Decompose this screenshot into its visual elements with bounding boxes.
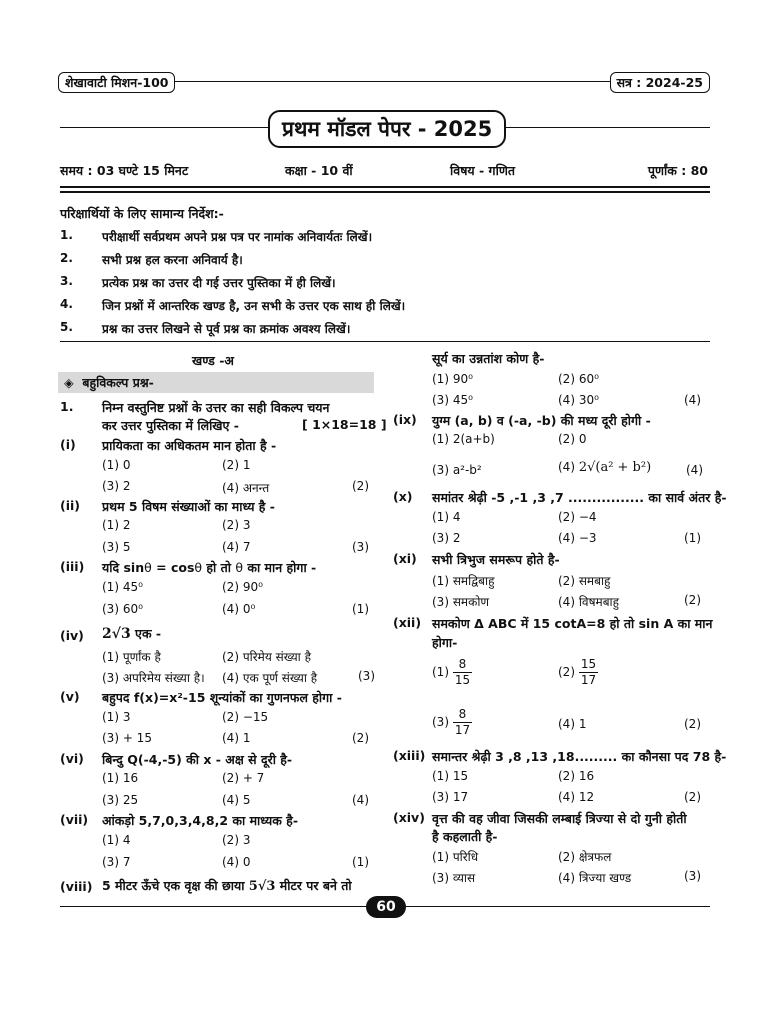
q1-number: 1.	[60, 399, 74, 414]
theta-symbol: θ	[194, 560, 203, 575]
section-subtitle: बहुविकल्प प्रश्न-	[82, 375, 154, 390]
question-number: (xiv)	[393, 810, 425, 825]
question-text: यदि sinθ = cosθ हो तो θ का मान होगा -	[102, 560, 317, 575]
question-text: है कहलाती है-	[432, 829, 498, 844]
theta-symbol: θ	[144, 560, 152, 575]
option: (4) 1	[222, 731, 251, 745]
option: (3) अपरिमेय संख्या है।	[102, 671, 205, 685]
instruction-text: प्रश्न का उत्तर लिखने से पूर्व प्रश्न का क्रमांक अवश्य लिखें।	[102, 322, 351, 336]
option: (3) 60⁰	[102, 602, 143, 616]
option: (2) समबाहु	[558, 574, 611, 588]
option: (3) 17	[432, 790, 469, 804]
option: (1) 4	[102, 833, 131, 847]
math-expression: 2√3	[102, 626, 131, 642]
answer: (3)	[684, 869, 701, 883]
exam-subject: विषय - गणित	[450, 163, 515, 178]
math-expression: 5√3	[248, 879, 276, 894]
section-subtitle-badge	[58, 372, 374, 393]
instruction-text: परीक्षार्थी सर्वप्रथम अपने प्रश्न पत्र पर नामांक अनिवार्यतः लिखें।	[102, 230, 373, 244]
option: (4) 12	[558, 790, 595, 804]
fraction: $\frac{15}{17}$	[580, 657, 597, 687]
header-left-badge: शेखावाटी मिशन-100	[58, 72, 175, 93]
answer: (2)	[352, 479, 369, 493]
answer: (2)	[684, 593, 701, 607]
option: (3) 5	[102, 540, 131, 554]
question-text: वृत्त की वह जीवा जिसकी लम्बाई त्रिज्या से दो गुनी होती	[432, 811, 687, 826]
option: (3) 7	[102, 855, 131, 869]
option: (2) + 7	[222, 771, 265, 785]
section-title: खण्ड -अ	[192, 353, 234, 368]
fraction: $\frac{8}{17}$	[454, 707, 471, 737]
option: (4) विषमबाहु	[558, 595, 620, 609]
exam-marks: पूर्णांक : 80	[647, 163, 708, 178]
option: (1) पूर्णांक है	[102, 650, 161, 664]
instruction-num: 3.	[60, 274, 73, 288]
option: (1) $\frac{8}{15}$	[432, 657, 471, 687]
question-text: बहुपद f(x)=x²-15 शून्यांकों का गुणनफल होगा -	[102, 690, 342, 705]
instruction-num: 5.	[60, 320, 73, 334]
option: (2) 3	[222, 833, 251, 847]
option: (3) 2	[432, 531, 461, 545]
instructions-heading: परिक्षार्थियों के लिए सामान्य निर्देश:-	[60, 206, 224, 221]
instruction-num: 1.	[60, 228, 73, 242]
option: (4) 7	[222, 540, 251, 554]
question-number: (iv)	[60, 628, 84, 643]
option: (3) $\frac{8}{17}$	[432, 707, 471, 737]
question-text: युग्म (a, b) व (-a, -b) की मध्य दूरी होगी -	[432, 413, 651, 428]
option: (2) $\frac{15}{17}$	[558, 657, 597, 687]
option: (1) 2	[102, 518, 131, 532]
instruction-text: सभी प्रश्न हल करना अनिवार्य है।	[102, 253, 243, 267]
question-number: (iii)	[60, 559, 85, 574]
question-text: समकोण Δ ABC में 15 cotA=8 हो तो sin A का मान	[432, 616, 713, 631]
option: (1) 2(a+b)	[432, 432, 495, 446]
question-text: प्रायिकता का अधिकतम मान होता है -	[102, 438, 277, 453]
question-number: (ix)	[393, 412, 417, 427]
exam-class: कक्षा - 10 वीं	[285, 163, 353, 178]
option: (3) 2	[102, 479, 131, 493]
question-text: प्रथम 5 विषम संख्याओं का माध्य है -	[102, 499, 275, 514]
option: (1) 3	[102, 710, 131, 724]
option: (3) a²-b²	[432, 463, 482, 477]
question-number: (x)	[393, 489, 413, 504]
instruction-num: 2.	[60, 251, 73, 265]
question-number: (xii)	[393, 615, 422, 630]
option: (2) परिमेय संख्या है	[222, 650, 311, 664]
q1-marks: [ 1×18=18 ]	[302, 417, 387, 432]
option: (1) 90⁰	[432, 372, 473, 386]
diamond-icon: ◈	[64, 375, 74, 390]
option: (1) 16	[102, 771, 139, 785]
question-text: 2√3 एक -	[102, 626, 162, 642]
answer: (3)	[358, 669, 375, 683]
instructions-rule	[60, 341, 710, 342]
math-expression: 2√(a² + b²)	[578, 460, 652, 475]
option: (4) 1	[558, 717, 587, 731]
answer: (1)	[352, 855, 369, 869]
question-text: 5 मीटर ऊँचे एक वृक्ष की छाया 5√3 मीटर पर बने तो	[102, 878, 352, 894]
question-number: (ii)	[60, 498, 80, 513]
instruction-text: प्रत्येक प्रश्न का उत्तर दी गई उत्तर पुस्तिका में ही लिखें।	[102, 276, 336, 290]
answer: (3)	[352, 540, 369, 554]
option: (3) + 15	[102, 731, 152, 745]
option: (3) 25	[102, 793, 139, 807]
answer: (4)	[686, 463, 703, 477]
option: (2) 60⁰	[558, 372, 599, 386]
meta-rule-2	[60, 191, 710, 193]
option: (2) 1	[222, 458, 251, 472]
q1-line2: कर उत्तर पुस्तिका में लिखिए -	[102, 418, 239, 433]
question-text: बिन्दु Q(-4,-5) की x - अक्ष से दूरी है-	[102, 752, 293, 767]
option: (4) −3	[558, 531, 597, 545]
option: (2) क्षेत्रफल	[558, 850, 612, 864]
option: (4) एक पूर्ण संख्या है	[222, 671, 318, 685]
page-number: 60	[366, 896, 406, 918]
option: (1) 15	[432, 769, 469, 783]
option: (4) त्रिज्या खण्ड	[558, 871, 632, 885]
option: (2) −15	[222, 710, 269, 724]
option: (2) 90⁰	[222, 580, 263, 594]
option: (1) समद्विबाहु	[432, 574, 495, 588]
exam-time: समय : 03 घण्टे 15 मिनट	[60, 163, 189, 178]
option: (2) 0	[558, 432, 587, 446]
answer: (2)	[352, 731, 369, 745]
option: (4) अनन्त	[222, 481, 270, 495]
question-number: (i)	[60, 437, 76, 452]
question-number: (viii)	[60, 879, 93, 894]
answer: (2)	[684, 790, 701, 804]
option: (3) व्यास	[432, 871, 476, 885]
answer: (4)	[352, 793, 369, 807]
question-text: होगा-	[432, 635, 458, 650]
instruction-num: 4.	[60, 297, 73, 311]
option: (2) −4	[558, 510, 597, 524]
option: (1) 0	[102, 458, 131, 472]
option: (4) 5	[222, 793, 251, 807]
instruction-text: जिन प्रश्नों में आन्तरिक खण्ड है, उन सभी के उत्तर एक साथ ही लिखें।	[102, 299, 406, 313]
option: (4) 0	[222, 855, 251, 869]
option: (1) परिधि	[432, 850, 479, 864]
answer: (2)	[684, 717, 701, 731]
question-number: (v)	[60, 689, 80, 704]
question-number: (vi)	[60, 751, 84, 766]
meta-rule-1	[60, 186, 710, 188]
q1-line1: निम्न वस्तुनिष्ट प्रश्नों के उत्तर का सही विकल्प चयन	[102, 400, 330, 415]
question-text: समान्तर श्रेढ़ी 3 ,8 ,13 ,18......... का कौनसा पद 78 है-	[432, 749, 727, 764]
question-text-continued: सूर्य का उन्नतांश कोण है-	[432, 351, 545, 366]
option: (2) 16	[558, 769, 595, 783]
question-number: (xiii)	[393, 748, 426, 763]
option: (2) 3	[222, 518, 251, 532]
header-right-badge: सत्र : 2024-25	[610, 72, 710, 93]
option: (4) 30⁰	[558, 393, 599, 407]
option: (3) 45⁰	[432, 393, 473, 407]
option: (4) 0⁰	[222, 602, 256, 616]
question-text: समांतर श्रेढ़ी -5 ,-1 ,3 ,7 ................ का सार्व अंतर है-	[432, 490, 727, 505]
answer: (1)	[352, 602, 369, 616]
theta-symbol: θ	[235, 560, 243, 575]
question-text: सभी त्रिभुज समरूप होते है-	[432, 552, 560, 567]
question-text: आंकड़ो 5,7,0,3,4,8,2 का माध्यक है-	[102, 813, 299, 828]
answer: (1)	[684, 531, 701, 545]
fraction: $\frac{8}{15}$	[454, 657, 471, 687]
option: (4) 2√(a² + b²)	[558, 460, 652, 475]
answer: (4)	[684, 393, 701, 407]
page-title: प्रथम मॉडल पेपर - 2025	[268, 110, 506, 148]
option: (1) 45⁰	[102, 580, 143, 594]
question-number: (vii)	[60, 812, 89, 827]
option: (1) 4	[432, 510, 461, 524]
question-number: (xi)	[393, 551, 417, 566]
option: (3) समकोण	[432, 595, 490, 609]
